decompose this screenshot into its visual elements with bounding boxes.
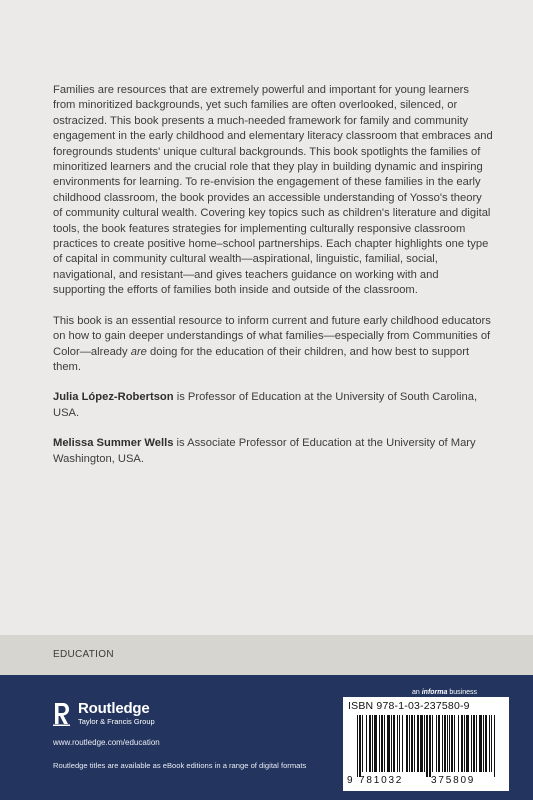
- author-bio-2: [53, 436, 493, 467]
- barcode-stripe: [417, 715, 419, 772]
- ebook-note: Routledge titles are available as eBook editions in a range of digital formats: [53, 761, 307, 770]
- barcode-stripe: [384, 715, 385, 772]
- barcode-stripe: [379, 715, 380, 772]
- barcode-stripe: [473, 715, 475, 772]
- barcode-stripe: [432, 715, 433, 772]
- barcode-stripe: [476, 715, 477, 772]
- author-name-2: Melissa Summer Wells: [53, 437, 174, 450]
- barcode-stripe: [372, 715, 373, 772]
- informa-suffix: business: [447, 689, 477, 696]
- barcode-stripe: [444, 715, 446, 772]
- barcode-stripe: [402, 715, 403, 772]
- barcode-stripe: [393, 715, 395, 772]
- informa-brand: informa: [421, 689, 448, 696]
- author-bio-text-2: is Associate Professor of Education at the University of Mary Washington, USA.: [53, 437, 476, 465]
- description-paragraph-1: Families are resources that are extremely powerful and important for young learners from minoritized backgrounds, yet such families are often overlooked, silenced, or ostracized. This book presents a much-needed framework for family and community engagement in the early childhood and elementary literacy classroom that embraces and foregrounds students' unique cultural backgrounds. This book spotlights the families of minoritized learners and the crucial role that they play in building dynamic and inspiring environments for learning. To re-envision the engagement of these families in the early childhood classroom, the book provides an accessible understanding of Yosso's theory of community cultural wealth. Covering key topics such as children's literature and digital tools, the book features strategies for implementing culturally responsive classroom practices to create positive home–school partnerships. Each chapter highlights one type of capital in community cultural wealth—aspirational, linguistic, familial, social, navigational, and resistant—and gives teachers guidance on working with and supporting the efforts of families both inside and outside of the classroom.: [53, 84, 493, 297]
- barcode-stripe: [411, 715, 413, 772]
- publisher-logo: [53, 701, 155, 726]
- barcode-stripe: [483, 715, 484, 772]
- barcode-digit-first: 9: [347, 775, 353, 786]
- isbn-barcode: [343, 697, 509, 791]
- subject-category: EDUCATION: [53, 649, 114, 660]
- barcode-stripe: [369, 715, 371, 772]
- informa-tagline: [412, 689, 477, 696]
- publisher-logo-text: [78, 701, 155, 726]
- barcode-stripe: [485, 715, 487, 772]
- barcode-stripe: [438, 715, 440, 772]
- barcode-stripe: [461, 715, 463, 772]
- barcode-stripe: [466, 715, 469, 772]
- barcode-digits-right: 375809: [431, 775, 476, 786]
- barcode-stripe: [414, 715, 415, 772]
- barcode-stripe: [471, 715, 472, 772]
- informa-prefix: an: [412, 689, 422, 696]
- barcode-stripe: [359, 715, 361, 777]
- author-name-1: Julia López-Robertson: [53, 391, 174, 404]
- barcode-stripe: [458, 715, 459, 772]
- barcode-stripe: [449, 715, 450, 772]
- barcode-stripe: [406, 715, 408, 772]
- barcode-stripe: [420, 715, 423, 772]
- paragraph-2-text-end: doing for the education of their children, and how best to support them.: [53, 345, 470, 373]
- author-bio-1: [53, 390, 493, 421]
- barcode-stripe: [451, 715, 453, 772]
- barcode-stripe: [391, 715, 392, 772]
- barcode-stripe: [491, 715, 492, 772]
- barcode-stripe: [381, 715, 383, 772]
- barcode-stripe: [362, 715, 363, 772]
- publisher-name: Routledge: [78, 700, 150, 717]
- barcode-bars: [357, 715, 499, 777]
- barcode-stripe: [464, 715, 465, 772]
- barcode-stripe: [479, 715, 482, 772]
- barcode-stripe: [409, 715, 410, 772]
- barcode-stripe: [426, 715, 428, 777]
- barcode-stripe: [454, 715, 455, 772]
- author-bio-text-1: is Professor of Education at the University of South Carolina, USA.: [53, 391, 478, 419]
- isbn-number: ISBN 978-1-03-237580-9: [348, 700, 470, 712]
- publisher-url[interactable]: www.routledge.com/education: [53, 738, 160, 747]
- barcode-stripe: [424, 715, 425, 772]
- barcode-digits-left: 781032: [359, 775, 404, 786]
- barcode-stripe: [442, 715, 443, 772]
- barcode-stripe: [399, 715, 400, 772]
- barcode-stripe: [397, 715, 398, 772]
- barcode-stripe: [429, 715, 431, 777]
- routledge-r-logo-icon: [53, 702, 70, 726]
- barcode-stripe: [387, 715, 390, 772]
- barcode-stripe: [489, 715, 490, 772]
- barcode-stripe: [447, 715, 448, 772]
- barcode-stripe: [366, 715, 367, 772]
- publisher-footer: [0, 675, 533, 800]
- back-cover-text: [53, 83, 493, 482]
- description-paragraph-2: [53, 314, 493, 376]
- barcode-stripe: [494, 715, 495, 777]
- barcode-stripe: [436, 715, 437, 772]
- paragraph-2-text-start: This book is an essential resource to inform current and future early childhood educators on how to gain deeper understandings of what families—especially from Communities of Color—already: [53, 314, 491, 358]
- subject-band: [0, 635, 533, 675]
- paragraph-2-emphasis: are: [130, 345, 147, 358]
- barcode-stripe: [357, 715, 358, 777]
- publisher-group: Taylor & Francis Group: [78, 717, 155, 726]
- barcode-stripe: [374, 715, 377, 772]
